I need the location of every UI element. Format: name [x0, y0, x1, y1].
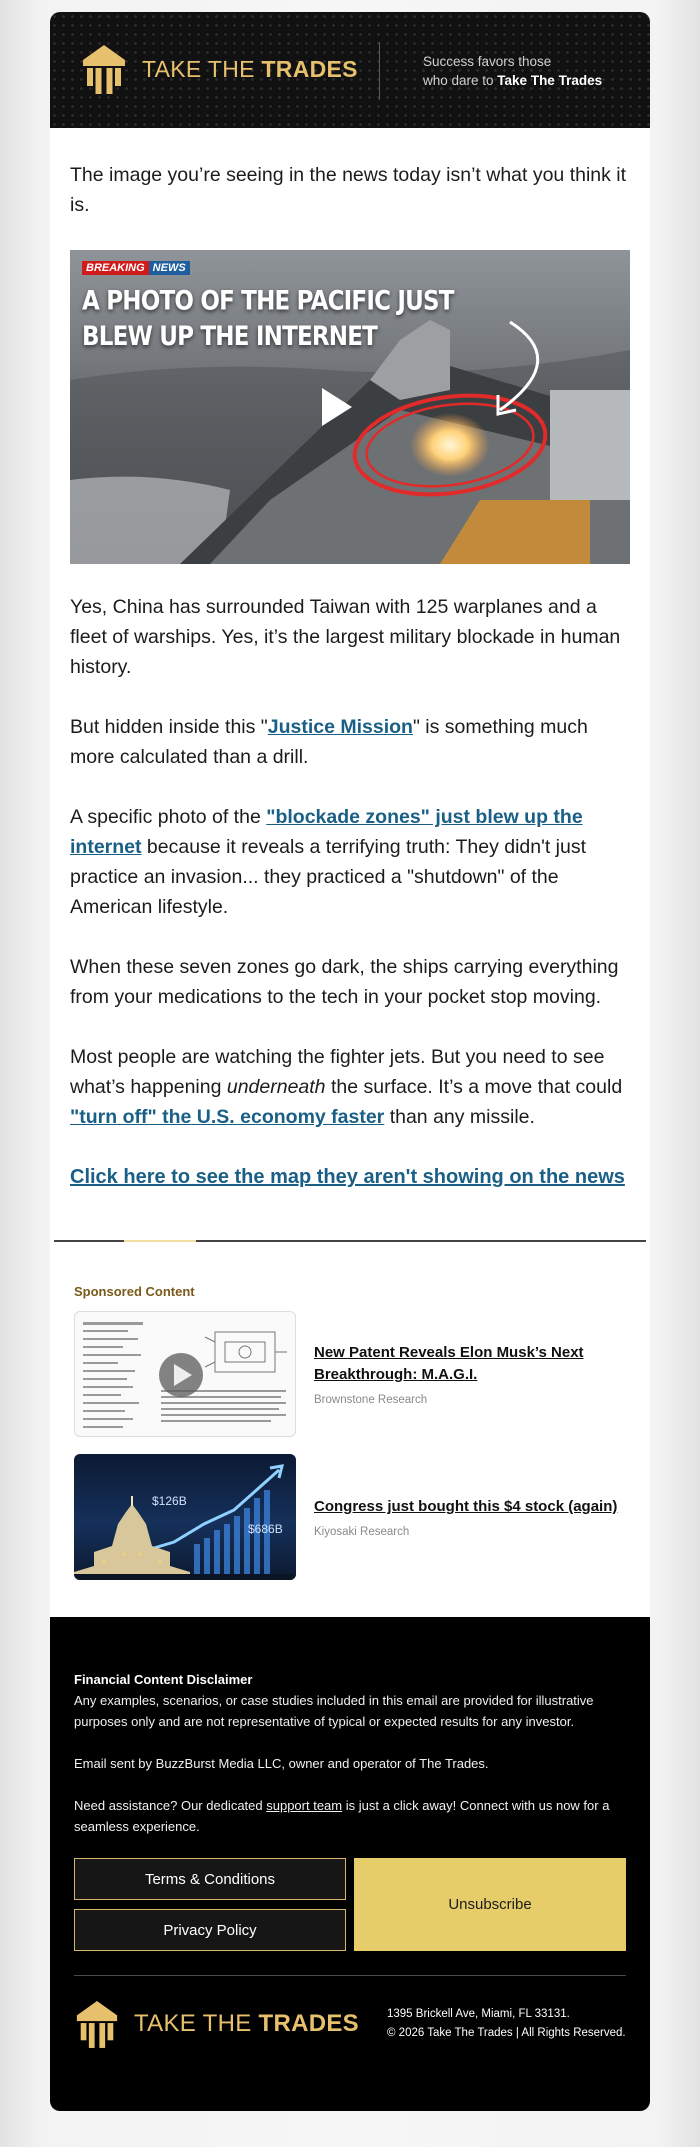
sponsored-info	[314, 1496, 617, 1538]
justice-mission-link[interactable]: Justice Mission	[267, 716, 413, 738]
footer-buttons	[74, 1858, 626, 1951]
sponsored-item[interactable]	[74, 1454, 626, 1580]
capitol-stock-thumbnail[interactable]	[74, 1454, 296, 1580]
brand-name: TAKE THE TRADES	[142, 55, 358, 82]
hero-headline: A PHOTO OF THE PACIFIC JUST BLEW UP THE INTERNET	[82, 286, 454, 352]
sponsored-headline[interactable]: New Patent Reveals Elon Musk’s Next Breakthrough: M.A.G.I.	[314, 1344, 584, 1383]
chart-label-a: $126B	[152, 1494, 187, 1508]
footer-brand-row	[74, 1998, 626, 2050]
email-body	[50, 128, 650, 1192]
body-paragraph-4: When these seven zones go dark, the ships carrying everything from your medications to the tech in your pocket stop moving.	[70, 956, 619, 1008]
privacy-button[interactable]: Privacy Policy	[74, 1909, 346, 1951]
capitol-chart-image	[74, 1454, 296, 1580]
body-paragraph-1: Yes, China has surrounded Taiwan with 125 warplanes and a fleet of warships. Yes, it’s the largest military blockade in human history.	[70, 596, 621, 678]
brand-logo-icon	[80, 42, 128, 96]
footer-address: 1395 Brickell Ave, Miami, FL 33131. © 2026 Take The Trades | All Rights Reserved.	[387, 2008, 626, 2039]
turn-off-economy-link[interactable]: "turn off" the U.S. economy faster	[70, 1106, 385, 1128]
breaking-news-badge: BREAKING NEWS	[82, 261, 190, 275]
header-tagline: Success favors those who dare to Take The Trades	[423, 54, 603, 88]
intro-text: The image you’re seeing in the news today isn’t what you think it is.	[70, 164, 627, 216]
policy-buttons	[74, 1858, 346, 1951]
sponsored-headline[interactable]: Congress just bought this $4 stock (again)	[314, 1498, 618, 1515]
unsubscribe-button[interactable]: Unsubscribe	[354, 1858, 626, 1951]
terms-button[interactable]: Terms & Conditions	[74, 1858, 346, 1900]
disclaimer-title: Financial Content Disclaimer	[74, 1672, 253, 1687]
patent-document-thumbnail[interactable]	[74, 1311, 296, 1437]
body-paragraph-3: A specific photo of the "blockade zones" just blew up the internet because it reveals a terrifying truth: They didn't just practice an invasion... they practiced a "shutdown" of the American lifestyle.	[70, 806, 587, 918]
help-text: Need assistance? Our dedicated support team is just a click away! Connect with us now for a seamless experience.	[74, 1798, 610, 1834]
sponsored-source: Brownstone Research	[314, 1394, 428, 1406]
blockade-zones-link[interactable]: "blockade zones" just blew up the internet	[70, 806, 583, 858]
sponsored-source: Kiyosaki Research	[314, 1526, 410, 1538]
hero-video-thumbnail[interactable]	[70, 250, 630, 564]
see-map-cta-link[interactable]: Click here to see the map they aren't showing on the news	[70, 1166, 625, 1188]
header-divider	[379, 42, 380, 100]
sponsored-title: Sponsored Content	[74, 1284, 195, 1299]
disclaimer-text: Any examples, scenarios, or case studies included in this email are provided for illustrative purposes only and are not representative of typical or expected results for any investor.	[74, 1693, 594, 1729]
play-icon[interactable]	[312, 384, 358, 430]
email-footer	[50, 1617, 650, 2111]
patent-drawing-image	[75, 1312, 296, 1437]
sponsored-item[interactable]	[74, 1311, 626, 1437]
sponsored-section	[50, 1242, 650, 1617]
footer-brand-name: TAKE THE TRADES	[134, 2010, 359, 2037]
support-team-link[interactable]: support team	[266, 1798, 343, 1813]
body-paragraph-5: Most people are watching the fighter jets. But you need to see what’s happening underneath the surface. It’s a move that could "turn off" the U.S. economy faster than any missile.	[70, 1046, 623, 1128]
footer-divider	[74, 1975, 626, 1976]
cta-paragraph	[70, 1162, 630, 1192]
header-logo[interactable]	[80, 42, 358, 96]
sender-text: Email sent by BuzzBurst Media LLC, owner and operator of The Trades.	[74, 1756, 489, 1771]
section-divider	[54, 1240, 646, 1242]
brand-logo-icon	[74, 1998, 120, 2050]
chart-label-b: $686B	[248, 1522, 283, 1536]
body-paragraph-2: But hidden inside this "Justice Mission" is something much more calculated than a drill.	[70, 716, 588, 768]
email-header	[50, 12, 650, 128]
sponsored-info	[314, 1342, 626, 1406]
email-card	[50, 12, 650, 2111]
